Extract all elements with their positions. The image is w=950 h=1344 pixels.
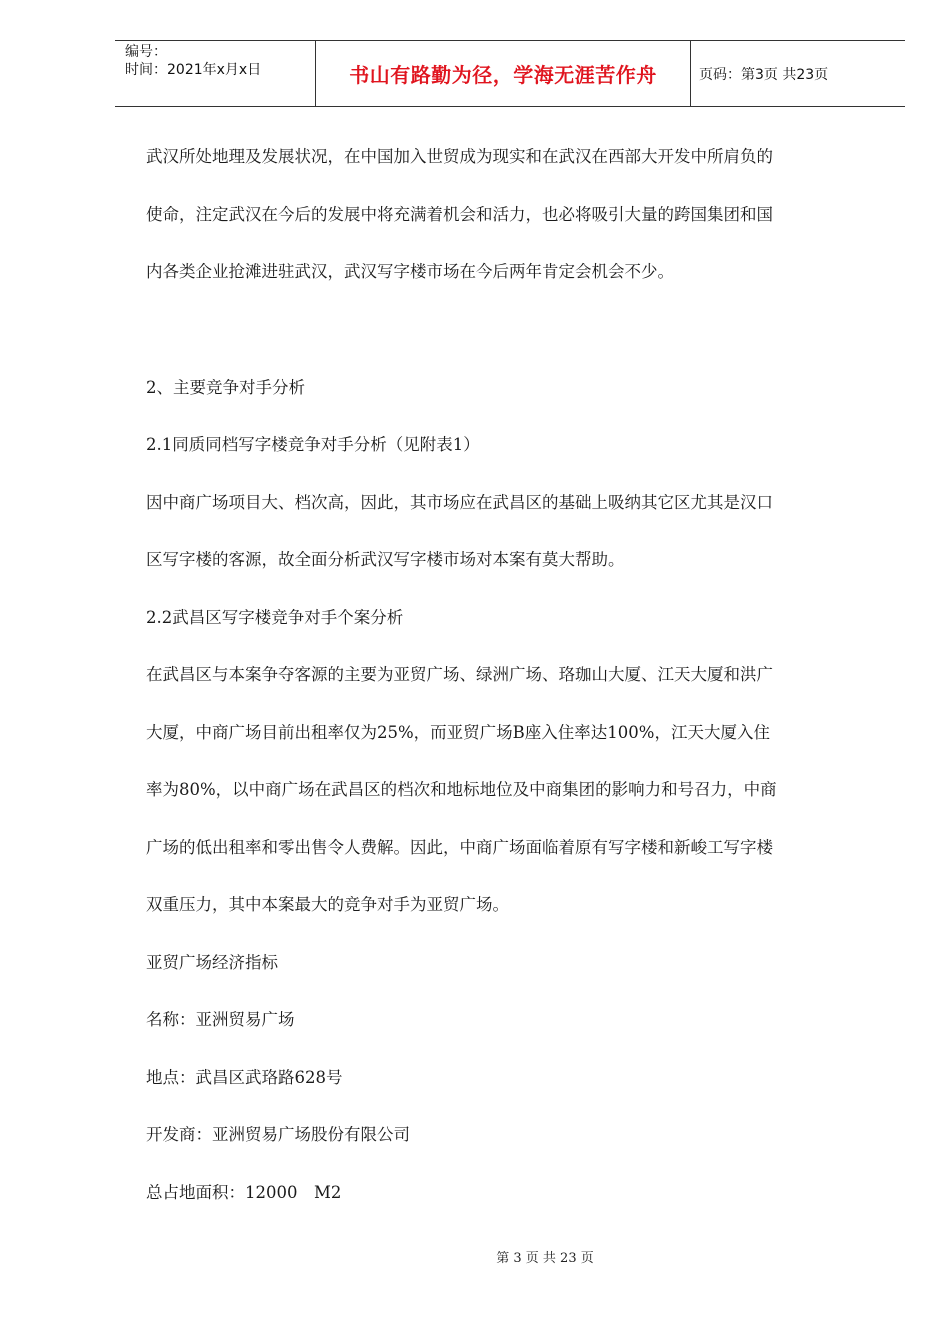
section-heading: 2、主要竞争对手分析 — [146, 377, 305, 397]
page-footer — [0, 1247, 950, 1266]
document-code-label: 编号： — [125, 44, 167, 60]
paragraph-line: 双重压力，其中本案最大的竞争对手为亚贸广场。 — [146, 895, 509, 914]
document-body — [146, 128, 886, 1221]
paragraph-line: 在武昌区与本案争夺客源的主要为亚贸广场、绿洲广场、珞珈山大厦、江天大厦和洪广 — [146, 665, 773, 684]
paragraph-line: 内各类企业抢滩进驻武汉，武汉写字楼市场在今后两年肯定会机会不少。 — [146, 262, 674, 281]
indicator-area: 总占地面积：12000 M2 — [146, 1182, 342, 1202]
footer-page-number: 第 3 页 共 23 页 — [496, 1251, 594, 1266]
paragraph-line: 区写字楼的客源，故全面分析武汉写字楼市场对本案有莫大帮助。 — [146, 550, 625, 569]
paragraph-line: 率为80%，以中商广场在武昌区的档次和地标地位及中商集团的影响力和号召力，中商 — [146, 780, 777, 799]
paragraph-line: 广场的低出租率和零出售令人费解。因此，中商广场面临着原有写字楼和新峻工写字楼 — [146, 837, 773, 857]
header-page-info-cell — [691, 41, 905, 106]
indicator-developer: 开发商：亚洲贸易广场股份有限公司 — [146, 1125, 410, 1144]
indicator-name: 名称：亚洲贸易广场 — [146, 1010, 295, 1029]
header-meta-cell — [115, 41, 316, 106]
paragraph-line: 大厦，中商广场目前出租率仅为25%，而亚贸广场B座入住率达100%，江天大厦入住 — [146, 722, 770, 742]
indicator-heading: 亚贸广场经济指标 — [146, 952, 278, 972]
paragraph-line: 因中商广场项目大、档次高，因此，其市场应在武昌区的基础上吸纳其它区尤其是汉口 — [146, 492, 773, 512]
page-header — [115, 40, 905, 107]
header-motto: 书山有路勤为径，学海无涯苦作舟 — [316, 41, 691, 106]
paragraph-line: 武汉所处地理及发展状况，在中国加入世贸成为现实和在武汉在西部大开发中所肩负的 — [146, 147, 773, 166]
document-time-label: 时间：2021年x月x日 — [125, 62, 262, 78]
subsection-heading: 2.1同质同档写字楼竞争对手分析（见附表1） — [146, 435, 480, 454]
header-page-info: 页码：第3页 共23页 — [699, 66, 829, 83]
subsection-heading: 2.2武昌区写字楼竞争对手个案分析 — [146, 607, 404, 627]
paragraph-line: 使命，注定武汉在今后的发展中将充满着机会和活力，也必将吸引大量的跨国集团和国 — [146, 204, 773, 224]
indicator-location: 地点：武昌区武珞路628号 — [146, 1067, 343, 1087]
paragraph-gap — [146, 301, 886, 359]
